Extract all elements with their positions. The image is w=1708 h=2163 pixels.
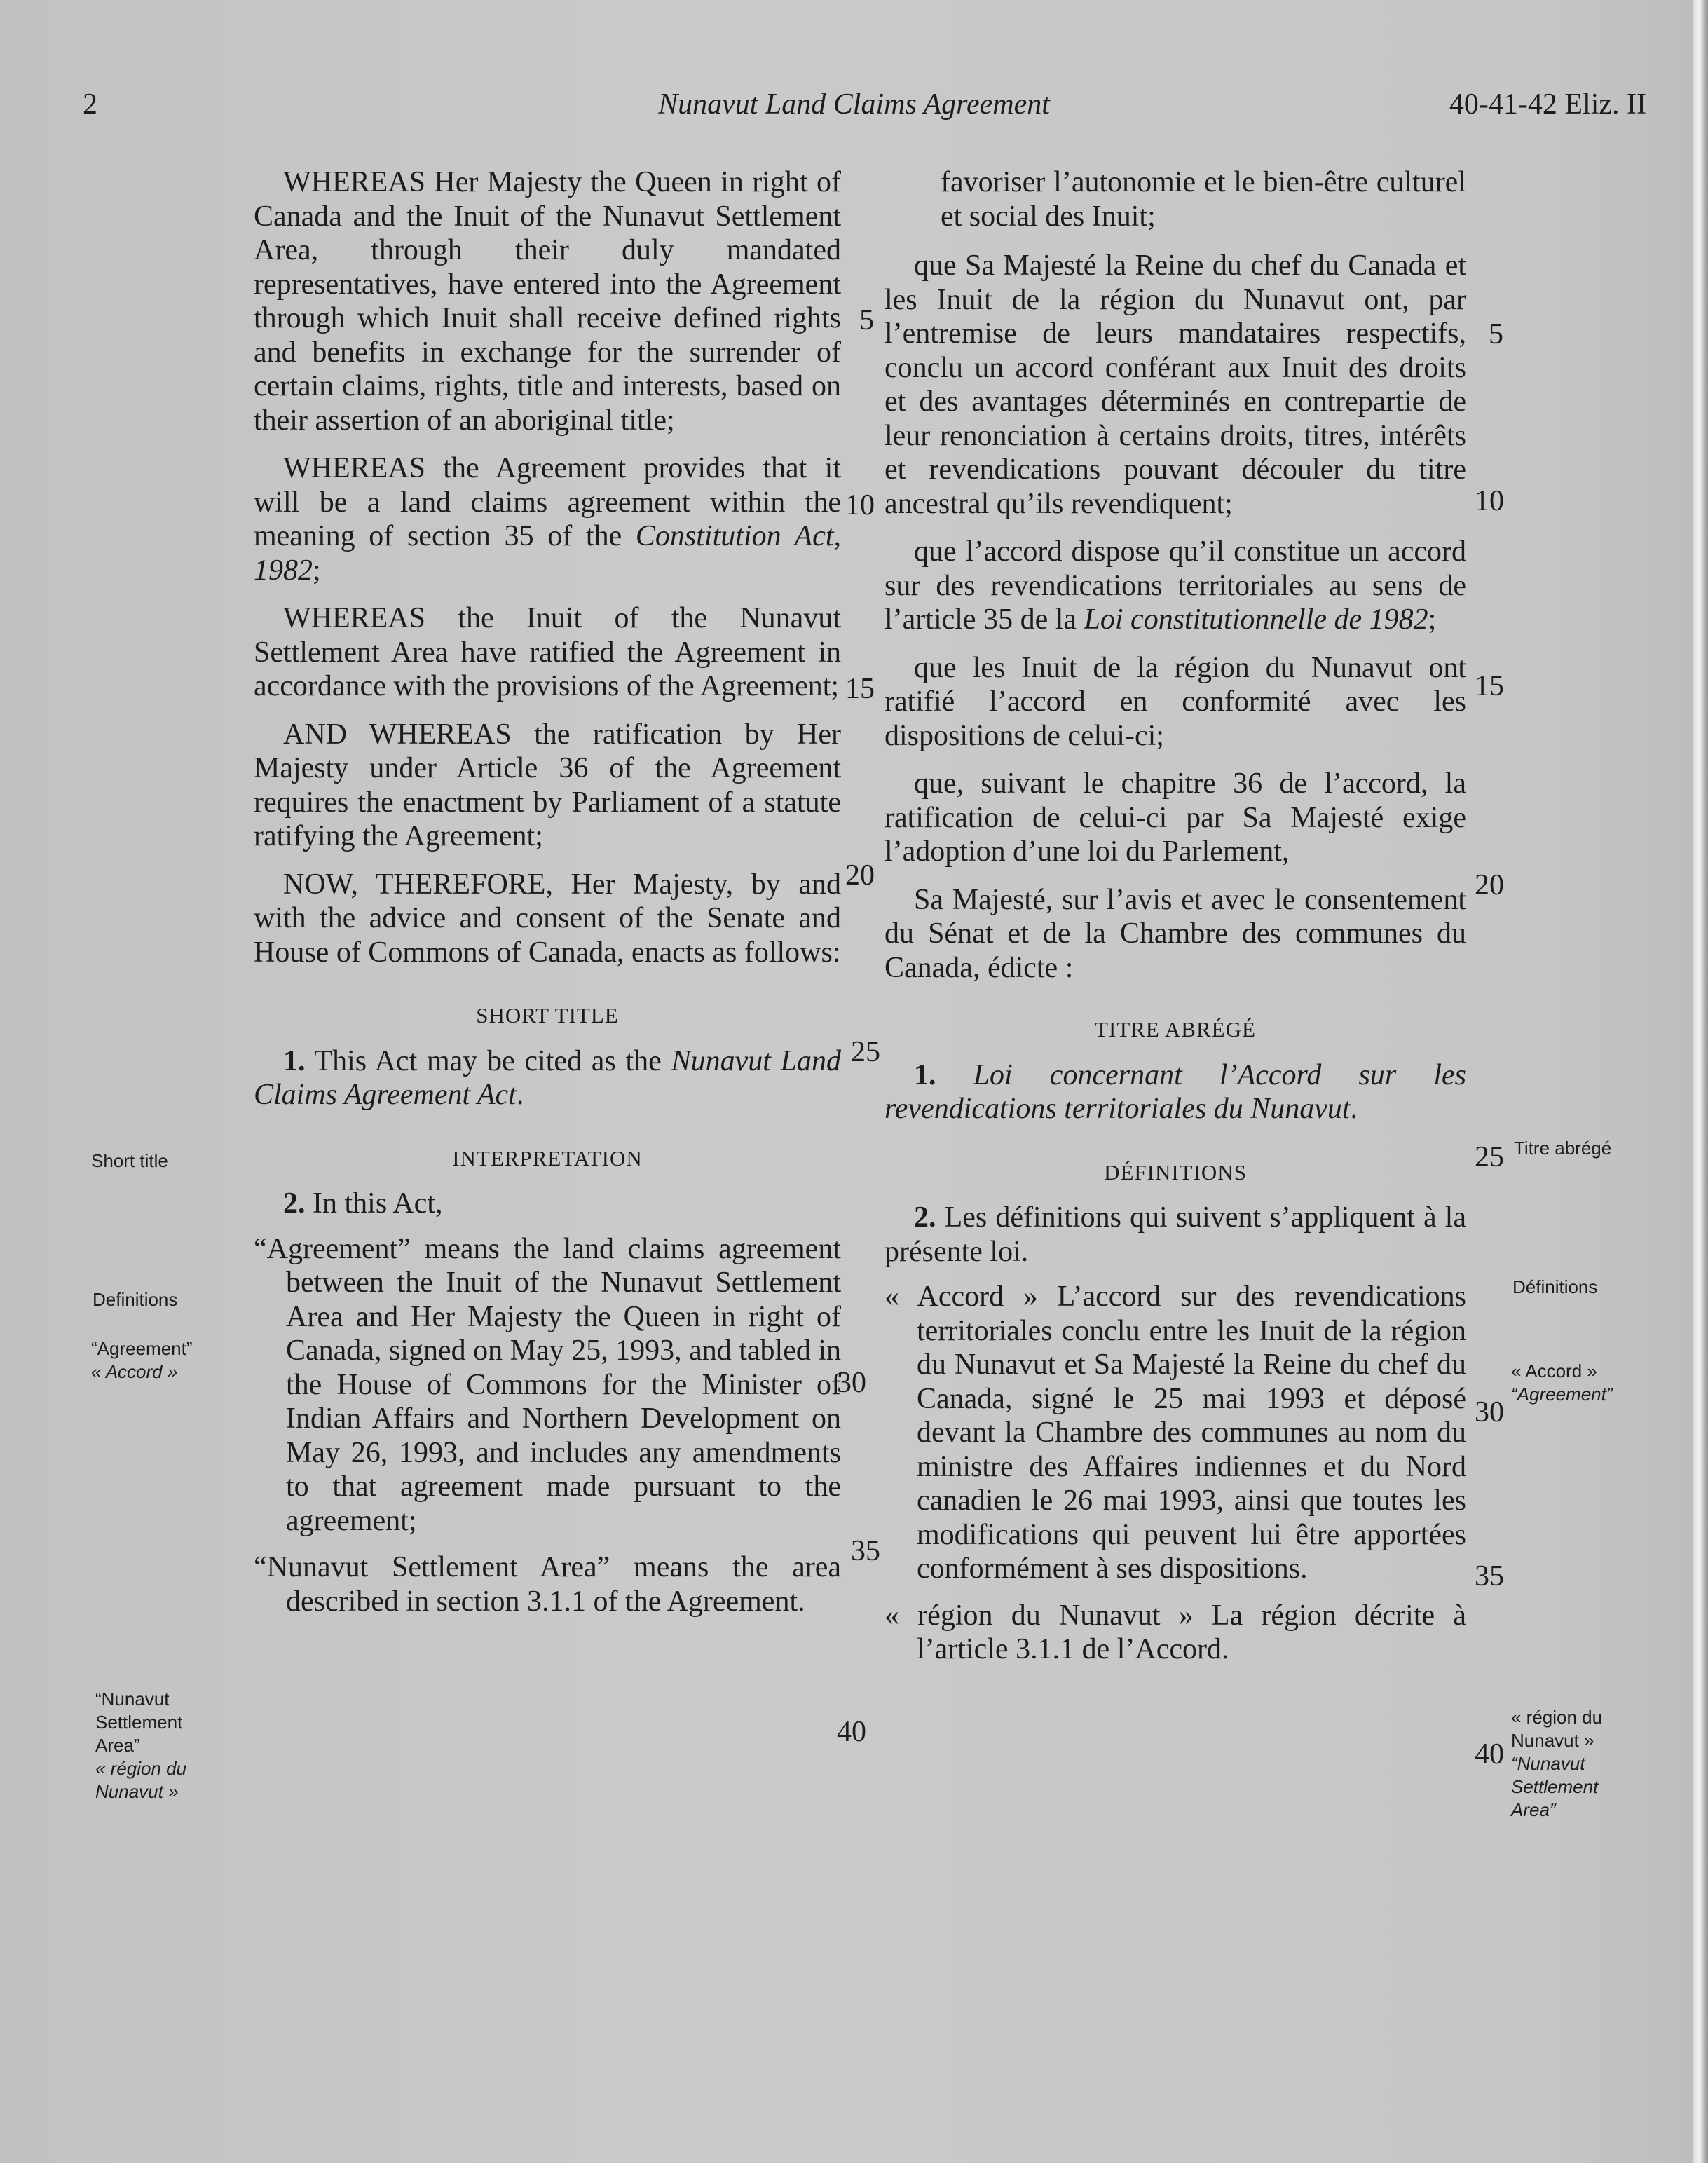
page-edge xyxy=(1693,0,1708,2163)
constitution-act-title: Constitution Act, 1982 xyxy=(254,520,841,587)
fr-preamble-2: que Sa Majesté la Reine du chef du Canada et les Inuit de la région du Nunavut ont, par l’entremise de leurs mandataires respectifs, conclu un accord conférant aux Inuit des droits et des avantages déterminés en contrepartie de leur renonciation à certains droits, titres, intérêts et revendications pouvant découler du titre ancestral qu’ils revendiquent; xyxy=(884,250,1466,520)
en-section-1: 1. This Act may be cited as the Nunavut Land Claims Agreement Act. xyxy=(254,1044,842,1111)
en-short-title-heading: SHORT TITLE xyxy=(476,1003,619,1028)
french-column xyxy=(884,165,1466,1667)
fr-def-accord: « Accord » L’accord sur des revendications territoriales conclu entre les Inuit de la région du Nunavut et Sa Majesté la Reine du chef du Canada, signé le 25 mai 1993 et déposé devant la Chambre des communes au nom du ministre des Affaires indiennes et du Nord canadien le 26 mai 1993, ainsi que toutes les modifications qui peuvent lui être apportées conformément à ses dispositions. xyxy=(884,1281,1466,1585)
line-number: 30 xyxy=(837,1367,866,1399)
loi-constitutionnelle-title: Loi constitutionnelle de 1982 xyxy=(1084,603,1428,636)
fr-enacting-clause: Sa Majesté, sur l’avis et avec le consentement du Sénat et de la Chambre des communes du Canada, édicte : xyxy=(884,883,1466,984)
en-enacting-clause: NOW, THEREFORE, Her Majesty, by and with the advice and consent of the Senate and House of Commons of Canada, enacts as follows: xyxy=(254,868,841,969)
line-number: 30 xyxy=(1475,1396,1504,1428)
en-def-settlement-area: “Nunavut Settlement Area” means the area described in section 3.1.1 of the Agreement. xyxy=(254,1551,841,1618)
margin-note-settlement-area: “Nunavut Settlement Area” « région du Nunavut » xyxy=(95,1688,187,1802)
fr-preamble-1: favoriser l’autonomie et le bien-être culturel et social des Inuit; xyxy=(941,166,1466,233)
en-preamble-1: WHEREAS Her Majesty the Queen in right of Canada and the Inuit of the Nunavut Settlement Area, through their duly mandated representatives, have entered into the Agreement through which Inuit shall receive defined rights and benefits in exchange for the surrender of certain claims, rights, title and interests, based on their assertion of an aboriginal title; xyxy=(254,166,841,437)
line-number: 20 xyxy=(1475,869,1504,901)
en-section-2: 2. In this Act, xyxy=(283,1187,443,1220)
english-column xyxy=(254,165,841,1618)
line-number: 35 xyxy=(1475,1560,1504,1592)
line-number: 5 xyxy=(859,304,874,336)
margin-note-definitions: Definitions xyxy=(93,1289,178,1310)
fr-section-1: 1. Loi concernant l’Accord sur les revendications territoriales du Nunavut. xyxy=(884,1058,1466,1125)
line-number: 20 xyxy=(845,859,875,892)
margin-note-agreement: “Agreement” « Accord » xyxy=(91,1338,193,1382)
line-number: 25 xyxy=(1475,1141,1504,1173)
line-number: 5 xyxy=(1489,318,1503,350)
fr-preamble-4: que les Inuit de la région du Nunavut ont ratifié l’accord en conformité avec les dispositions de celui-ci; xyxy=(884,651,1466,752)
running-title: Nunavut Land Claims Agreement xyxy=(658,88,1050,121)
en-preamble-2: WHEREAS the Agreement provides that it will be a land claims agreement within the meaning of section 35 of the Constitution Act, 1982; xyxy=(254,452,841,587)
line-number: 40 xyxy=(837,1716,866,1748)
line-number: 15 xyxy=(845,673,875,705)
en-preamble-4: AND WHEREAS the ratification by Her Majesty under Article 36 of the Agreement requires the enactment by Parliament of a statute ratifying the Agreement; xyxy=(254,718,841,852)
margin-note-definitions-fr: Définitions xyxy=(1512,1276,1598,1297)
margin-note-titre-abrege: Titre abrégé xyxy=(1514,1138,1612,1159)
page-number: 2 xyxy=(83,88,97,121)
line-number: 40 xyxy=(1475,1738,1504,1770)
fr-preamble-3: que l’accord dispose qu’il constitue un accord sur des revendications territoriales au sens de l’article 35 de la Loi constitutionnelle de 1982; xyxy=(884,535,1466,636)
fr-section-2: 2. Les définitions qui suivent s’appliquent à la présente loi. xyxy=(884,1201,1466,1268)
fr-definitions-heading: DÉFINITIONS xyxy=(1104,1159,1247,1185)
en-preamble-3: WHEREAS the Inuit of the Nunavut Settlement Area have ratified the Agreement in accordance with the provisions of the Agreement; xyxy=(254,602,841,702)
line-number: 10 xyxy=(1475,485,1504,517)
regnal-year: 40-41-42 Eliz. II xyxy=(1449,88,1646,121)
en-def-agreement: “Agreement” means the land claims agreement between the Inuit of the Nunavut Settlement Area and Her Majesty the Queen in right of Canada, signed on May 25, 1993, and tabled in the House of Commons for the Minister of Indian Affairs and Northern Development on May 26, 1993, and includes any amendments to that agreement made pursuant to the agreement; xyxy=(254,1232,842,1537)
margin-note-accord: « Accord » “Agreement” xyxy=(1511,1360,1613,1405)
line-number: 15 xyxy=(1475,670,1504,702)
fr-preamble-5: que, suivant le chapitre 36 de l’accord, la ratification de celui-ci par Sa Majesté exige l’adoption d’une loi du Parlement, xyxy=(884,767,1466,868)
fr-short-title-heading: TITRE ABRÉGÉ xyxy=(1095,1017,1256,1042)
line-number: 35 xyxy=(851,1535,880,1567)
line-number: 25 xyxy=(851,1036,880,1068)
line-number: 10 xyxy=(845,489,875,521)
fr-def-region: « région du Nunavut » La région décrite à l’article 3.1.1 de l’Accord. xyxy=(884,1599,1466,1665)
margin-note-short-title: Short title xyxy=(91,1150,168,1171)
en-interpretation-heading: INTERPRETATION xyxy=(452,1145,643,1171)
margin-note-region: « région du Nunavut » “Nunavut Settlement Area” xyxy=(1511,1707,1603,1820)
